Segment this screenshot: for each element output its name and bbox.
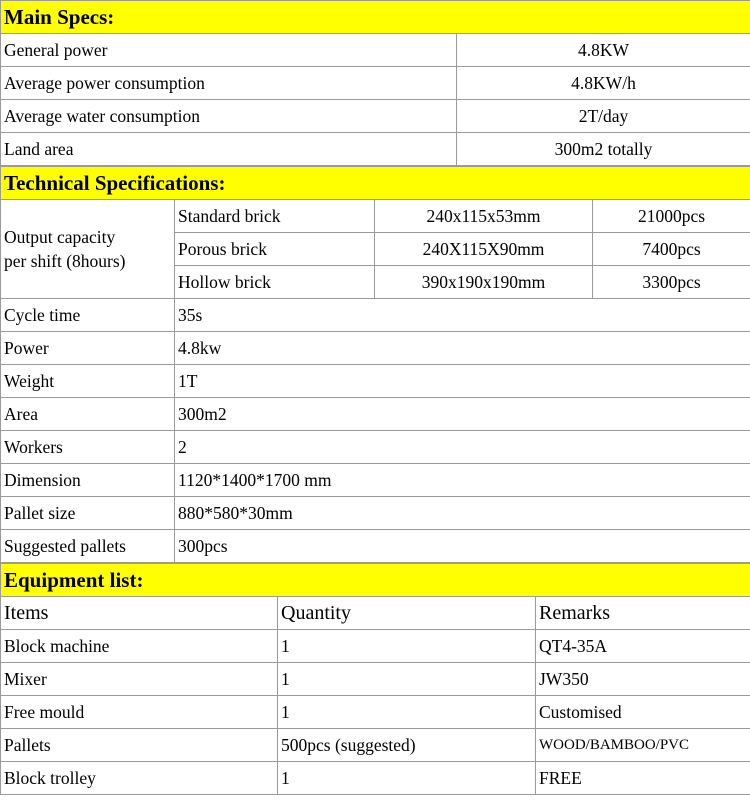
spec-value: 4.8kw [175, 332, 750, 365]
spec-label: Area [1, 398, 175, 431]
brick-size: 390x190x190mm [375, 266, 593, 299]
spec-label: Power [1, 332, 175, 365]
table-row [1, 497, 750, 530]
equipment-qty: 1 [278, 696, 536, 729]
spec-value: 880*580*30mm [175, 497, 750, 530]
spec-label: General power [1, 34, 457, 67]
output-label-line-1: Output capacity [4, 227, 116, 247]
table-row [1, 630, 750, 663]
equipment-item: Mixer [1, 663, 278, 696]
spec-value: 2T/day [457, 100, 750, 133]
output-label-line-2: per shift (8hours) [4, 251, 126, 271]
brick-type: Porous brick [175, 233, 375, 266]
table-row [1, 200, 750, 233]
table-row [1, 100, 750, 133]
table-row [1, 34, 750, 67]
spec-label: Average power consumption [1, 67, 457, 100]
equipment-remark: FREE [536, 762, 750, 795]
table-row [1, 299, 750, 332]
spec-label: Dimension [1, 464, 175, 497]
equipment-qty: 1 [278, 762, 536, 795]
main-specs-title: Main Specs: [1, 1, 750, 34]
table-row [1, 696, 750, 729]
brick-type: Hollow brick [175, 266, 375, 299]
brick-pcs: 21000pcs [593, 200, 750, 233]
spec-label: Cycle time [1, 299, 175, 332]
table-row [1, 729, 750, 762]
equipment-remark: WOOD/BAMBOO/PVC [536, 729, 750, 762]
spec-value: 300pcs [175, 530, 750, 563]
brick-pcs: 7400pcs [593, 233, 750, 266]
equipment-item: Pallets [1, 729, 278, 762]
equipment-list-table [0, 563, 750, 795]
table-row [1, 530, 750, 563]
equipment-qty: 1 [278, 630, 536, 663]
spec-label: Suggested pallets [1, 530, 175, 563]
spec-value: 300m2 [175, 398, 750, 431]
table-row [1, 431, 750, 464]
brick-type: Standard brick [175, 200, 375, 233]
table-row [1, 762, 750, 795]
table-row [1, 332, 750, 365]
spec-label: Weight [1, 365, 175, 398]
column-header-items: Items [1, 597, 278, 630]
table-row [1, 398, 750, 431]
table-header-row [1, 597, 750, 630]
brick-size: 240x115x53mm [375, 200, 593, 233]
column-header-remarks: Remarks [536, 597, 750, 630]
equipment-list-title: Equipment list: [1, 564, 750, 597]
output-capacity-label [1, 200, 175, 299]
table-row [1, 663, 750, 696]
column-header-quantity: Quantity [278, 597, 536, 630]
equipment-qty: 1 [278, 663, 536, 696]
spec-value: 1T [175, 365, 750, 398]
spec-label: Pallet size [1, 497, 175, 530]
equipment-remark: QT4-35A [536, 630, 750, 663]
spec-value: 2 [175, 431, 750, 464]
spec-label: Land area [1, 133, 457, 166]
equipment-remark: JW350 [536, 663, 750, 696]
table-row [1, 365, 750, 398]
spec-value: 1120*1400*1700 mm [175, 464, 750, 497]
equipment-remark: Customised [536, 696, 750, 729]
spec-value: 300m2 totally [457, 133, 750, 166]
spec-label: Average water consumption [1, 100, 457, 133]
spec-value: 4.8KW/h [457, 67, 750, 100]
equipment-qty: 500pcs (suggested) [278, 729, 536, 762]
table-row [1, 464, 750, 497]
technical-specs-table [0, 166, 750, 563]
spec-value: 4.8KW [457, 34, 750, 67]
equipment-item: Block machine [1, 630, 278, 663]
technical-specs-title: Technical Specifications: [1, 167, 750, 200]
table-row [1, 67, 750, 100]
equipment-item: Block trolley [1, 762, 278, 795]
table-row [1, 133, 750, 166]
equipment-item: Free mould [1, 696, 278, 729]
main-specs-table [0, 0, 750, 166]
brick-size: 240X115X90mm [375, 233, 593, 266]
brick-pcs: 3300pcs [593, 266, 750, 299]
spec-value: 35s [175, 299, 750, 332]
spec-label: Workers [1, 431, 175, 464]
